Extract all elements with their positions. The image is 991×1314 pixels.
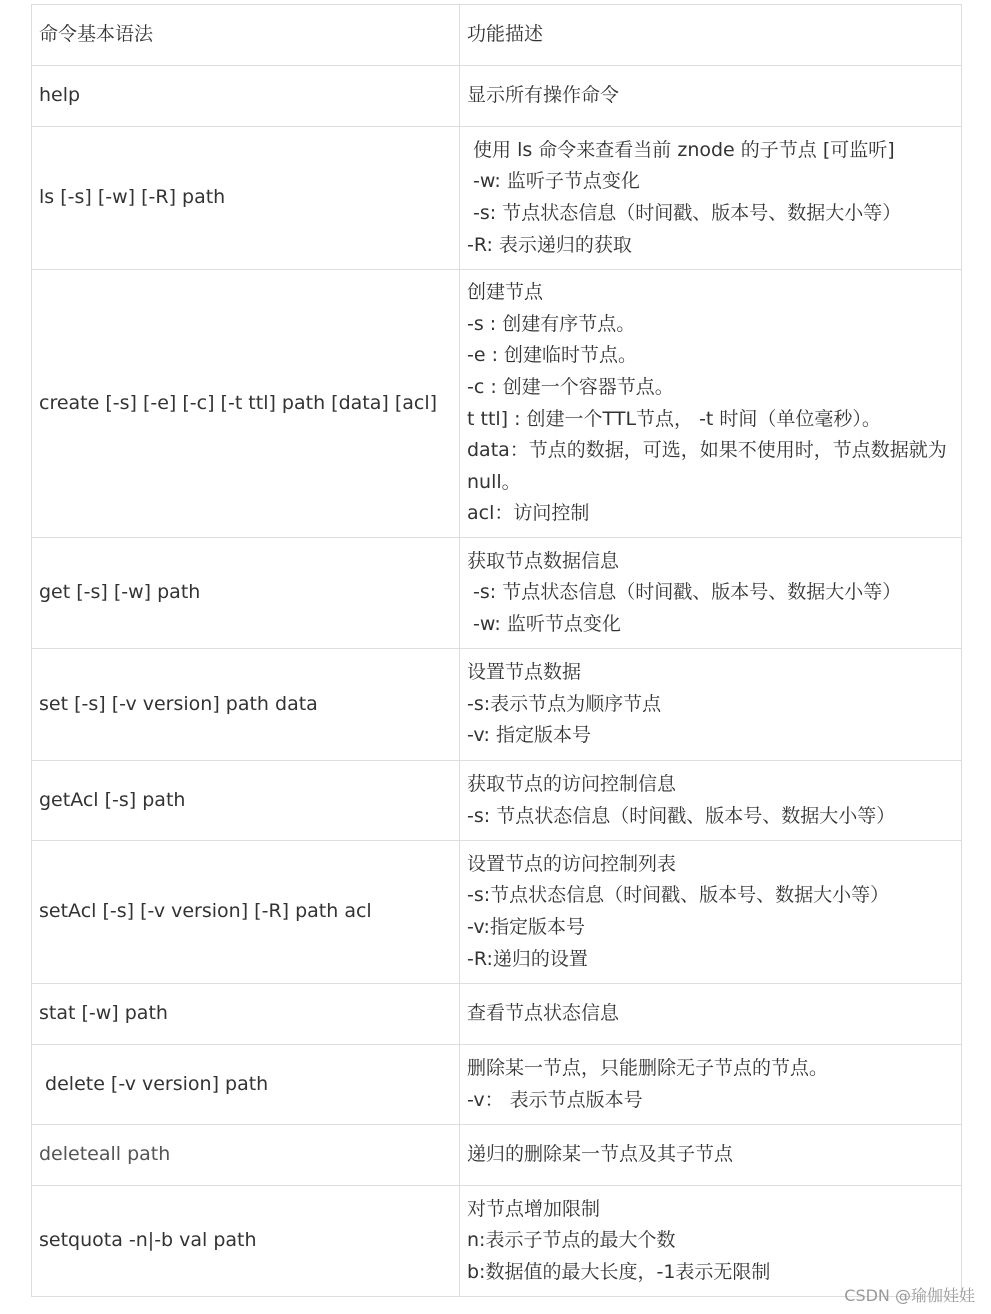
syntax-text: get [-s] [-w] path <box>39 581 201 604</box>
command-syntax <box>32 841 460 984</box>
command-description <box>460 270 962 538</box>
header-description: 功能描述 <box>460 5 962 66</box>
syntax-text: setAcl [-s] [-v version] [-R] path acl <box>39 900 372 923</box>
table-row <box>32 649 962 761</box>
command-syntax <box>32 761 460 841</box>
description-line: -v:指定版本号 <box>467 916 585 938</box>
description-line: -s:节点状态信息（时间戳、版本号、数据大小等） <box>467 884 890 907</box>
description-line: -v: 指定版本号 <box>467 724 591 747</box>
command-syntax <box>32 649 460 761</box>
command-syntax <box>32 66 460 127</box>
command-syntax <box>32 1125 460 1186</box>
syntax-text: ls [-s] [-w] [-R] path <box>39 186 226 209</box>
syntax-text: create [-s] [-e] [-c] [-t ttl] path [data] [acl] <box>39 391 438 414</box>
description-line: -s:表示节点为顺序节点 <box>467 692 662 715</box>
command-syntax <box>32 984 460 1045</box>
description-line: 对节点增加限制 <box>467 1197 601 1220</box>
description-line: 获取节点数据信息 <box>467 549 620 572</box>
description-line: -c : 创建一个容器节点。 <box>467 375 674 398</box>
command-description <box>460 649 962 761</box>
description-line: 设置节点数据 <box>467 661 582 684</box>
table-row <box>32 1045 962 1125</box>
description-line: b:数据值的最大长度，-1表示无限制 <box>467 1260 771 1283</box>
command-description <box>460 1186 962 1297</box>
table-row <box>32 1186 962 1297</box>
command-description <box>460 1045 962 1125</box>
command-syntax <box>32 127 460 270</box>
syntax-text: deleteall path <box>39 1143 171 1166</box>
description-line: n:表示子节点的最大个数 <box>467 1229 676 1252</box>
description-line: -R:递归的设置 <box>467 947 588 970</box>
table-row <box>32 127 962 270</box>
description-line: -s: 节点状态信息（时间戳、版本号、数据大小等） <box>467 581 902 604</box>
description-line: data：节点的数据，可选，如果不使用时，节点数据就为null。 <box>467 439 947 493</box>
description-line: -R: 表示递归的获取 <box>467 233 632 256</box>
description-line: 获取节点的访问控制信息 <box>467 772 677 795</box>
description-line: 删除某一节点，只能删除无子节点的节点。 <box>467 1056 829 1079</box>
table-row <box>32 984 962 1045</box>
table-header-row <box>32 5 962 66</box>
command-description <box>460 127 962 270</box>
command-syntax <box>32 270 460 538</box>
command-description <box>460 1125 962 1186</box>
table-row <box>32 66 962 127</box>
syntax-text: help <box>39 84 81 107</box>
table-row <box>32 270 962 538</box>
description-line: -s: 节点状态信息（时间戳、版本号、数据大小等） <box>467 202 902 224</box>
command-syntax <box>32 1045 460 1125</box>
command-description <box>460 841 962 984</box>
description-line: -e : 创建临时节点。 <box>467 344 638 367</box>
description-line: t ttl] : 创建一个TTL节点， -t 时间（单位毫秒）。 <box>467 407 881 430</box>
header-syntax: 命令基本语法 <box>32 5 460 66</box>
description-line: 查看节点状态信息 <box>467 1002 620 1025</box>
table-row <box>32 1125 962 1186</box>
table-row <box>32 841 962 984</box>
csdn-watermark: CSDN @瑜伽娃娃 <box>844 1286 975 1305</box>
description-line: -s : 创建有序节点。 <box>467 312 636 335</box>
command-description <box>460 761 962 841</box>
syntax-text: delete [-v version] path <box>39 1072 269 1095</box>
command-description <box>460 538 962 649</box>
table-row <box>32 538 962 649</box>
table-row <box>32 761 962 841</box>
description-line: 递归的删除某一节点及其子节点 <box>467 1143 734 1166</box>
command-description <box>460 66 962 127</box>
description-line: -w: 监听节点变化 <box>467 612 621 635</box>
syntax-text: setquota -n|-b val path <box>39 1229 257 1252</box>
description-line: -v： 表示节点版本号 <box>467 1088 643 1111</box>
description-line: 显示所有操作命令 <box>467 84 620 107</box>
command-description <box>460 984 962 1045</box>
command-syntax <box>32 1186 460 1297</box>
syntax-text: stat [-w] path <box>39 1002 168 1025</box>
description-line: -s: 节点状态信息（时间戳、版本号、数据大小等） <box>467 804 896 827</box>
description-line: acl：访问控制 <box>467 502 590 525</box>
syntax-text: set [-s] [-v version] path data <box>39 692 318 715</box>
description-line: 创建节点 <box>467 281 544 304</box>
command-syntax <box>32 538 460 649</box>
syntax-text: getAcl [-s] path <box>39 788 186 811</box>
description-line: -w: 监听子节点变化 <box>467 170 640 193</box>
command-table <box>31 4 962 1297</box>
description-line: 设置节点的访问控制列表 <box>467 852 677 875</box>
description-line: 使用 ls 命令来查看当前 znode 的子节点 [可监听] <box>467 138 895 161</box>
